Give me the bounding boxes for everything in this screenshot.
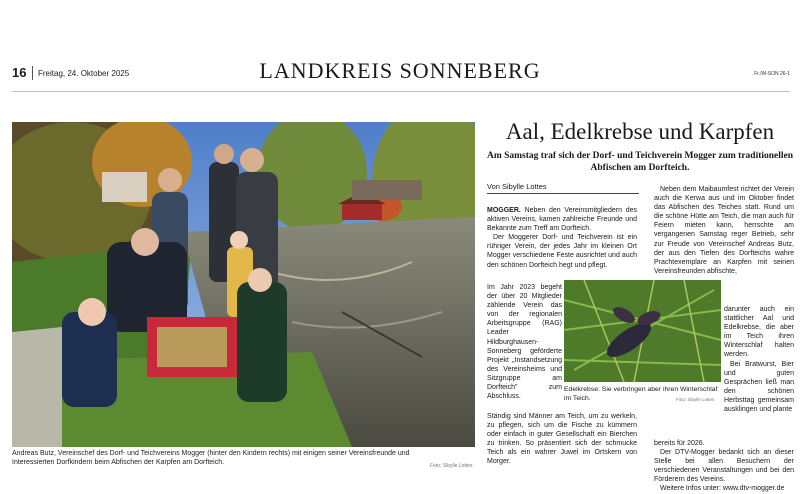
- paragraph: Neben den Vereinsmitgliedern des aktiven Vereins, kamen zahlreiche Freunde und Bekannte zum Treff am Dorfteich.: [487, 207, 637, 233]
- dateline: MOGGER.: [487, 207, 521, 214]
- byline: Von Sibylle Lottes: [487, 182, 547, 191]
- paragraph: Bei Bratwurst, Bier und guten Gesprächen ließ man den schönen Herbsttag gemeinsam ausklingen und plante: [724, 360, 794, 414]
- paragraph: Der Moggerer Dorf- und Teichverein ist ein rühriger Verein, der jedes Jahr im kleinen Ort Mogger verschiedene Feste ausrichtet und auch den schönen Dorfteich hegt und pflegt.: [487, 234, 637, 269]
- article-column-a-bottom: [487, 412, 637, 467]
- article-column-b-top: [654, 185, 794, 276]
- paragraph: Ständig sind Männer am Teich, um zu werkeln, zu pflegen, sich um die Fische zu kümmern oder einfach in guter Gesellschaft ein Bierchen zu trinken. So präsentiert sich der schmucke Teich als ein wahrer Juwel im Ortskern von Morger.: [487, 413, 637, 466]
- header-rule: [12, 91, 790, 92]
- crayfish-photo-credit: Foto: Sibylle Lottes: [676, 397, 715, 402]
- byline-rule: [487, 193, 639, 194]
- crayfish-caption: Edelkrebse: Sie verbringen aber ihren Winterschlaf im Teich.: [564, 386, 718, 402]
- article-column-b-narrow: [724, 305, 794, 414]
- crayfish-photo: [564, 280, 721, 382]
- paragraph: Im Jahr 2023 begeht der über 20 Mitglieder zählende Verein das von der regionalen Arbeitsgruppe (RAG) Leader Hildburghausen-Sonneberg geförderte Projekt „Instandsetzung des Vereinsheims und Sitzgruppe am Dorfteich" zum Abschluss.: [487, 284, 562, 401]
- paragraph: Der DTV-Mogger bedankt sich an dieser Stelle bei allen Besuchern der verschiedenen Veranstaltungen und bei den Förderern des Vereins.: [654, 449, 794, 484]
- photo-credit: Foto: Sibylle Lottes: [430, 463, 473, 469]
- main-photo: [12, 122, 475, 447]
- website-info: Weitere Infos unter: www.dtv-mogger.de: [660, 485, 785, 493]
- issue-date: Freitag, 24. Oktober 2025: [38, 69, 130, 78]
- edition-code: Fr./W-SON 26-1: [754, 71, 790, 77]
- paragraph: darunter auch ein stattlicher Aal und Edelkrebse, die aber im Teich ihren Winterschlaf halten werden.: [724, 306, 794, 359]
- article-column-a-top: [487, 206, 637, 270]
- paragraph: Neben dem Maibaumfest richtet der Verein auch die Kerwa aus und im Oktober findet das Abfischen des Teiches statt. Rund um die schöne Hütte am Teich, die man auch für Feiern mieten kann, herrschte am vergangenen Samstag reger Betrieb, sehr zur Freude von Vereinschef Andreas Butz, der aus den Tiefen des Dorfteichs wahre Prachtexemplare an Karpfen mit seinen Vereinsfreunden abfischte,: [654, 186, 794, 275]
- section-title: LANDKREIS SONNEBERG: [259, 58, 541, 83]
- paragraph: bereits für 2026.: [654, 440, 705, 447]
- article-column-a-narrow: [487, 283, 562, 401]
- article-column-b-bottom: [654, 439, 794, 494]
- article-headline: Aal, Edelkrebse und Karpfen: [505, 119, 775, 144]
- article-subheadline: Am Samstag traf sich der Dorf- und Teichverein Mogger zum traditionellen Abfischen am Dorfteich.: [486, 151, 794, 173]
- photo-caption: Andreas Butz, Vereinschef des Dorf- und Teichvereins Mogger (hinter den Kindern rechts) mit einigen seiner Vereinsfreunde und Interessierten Dorfkindern beim Abfischen der Karpfen am Dorfteich.: [12, 450, 410, 466]
- page-number: 16: [12, 65, 27, 80]
